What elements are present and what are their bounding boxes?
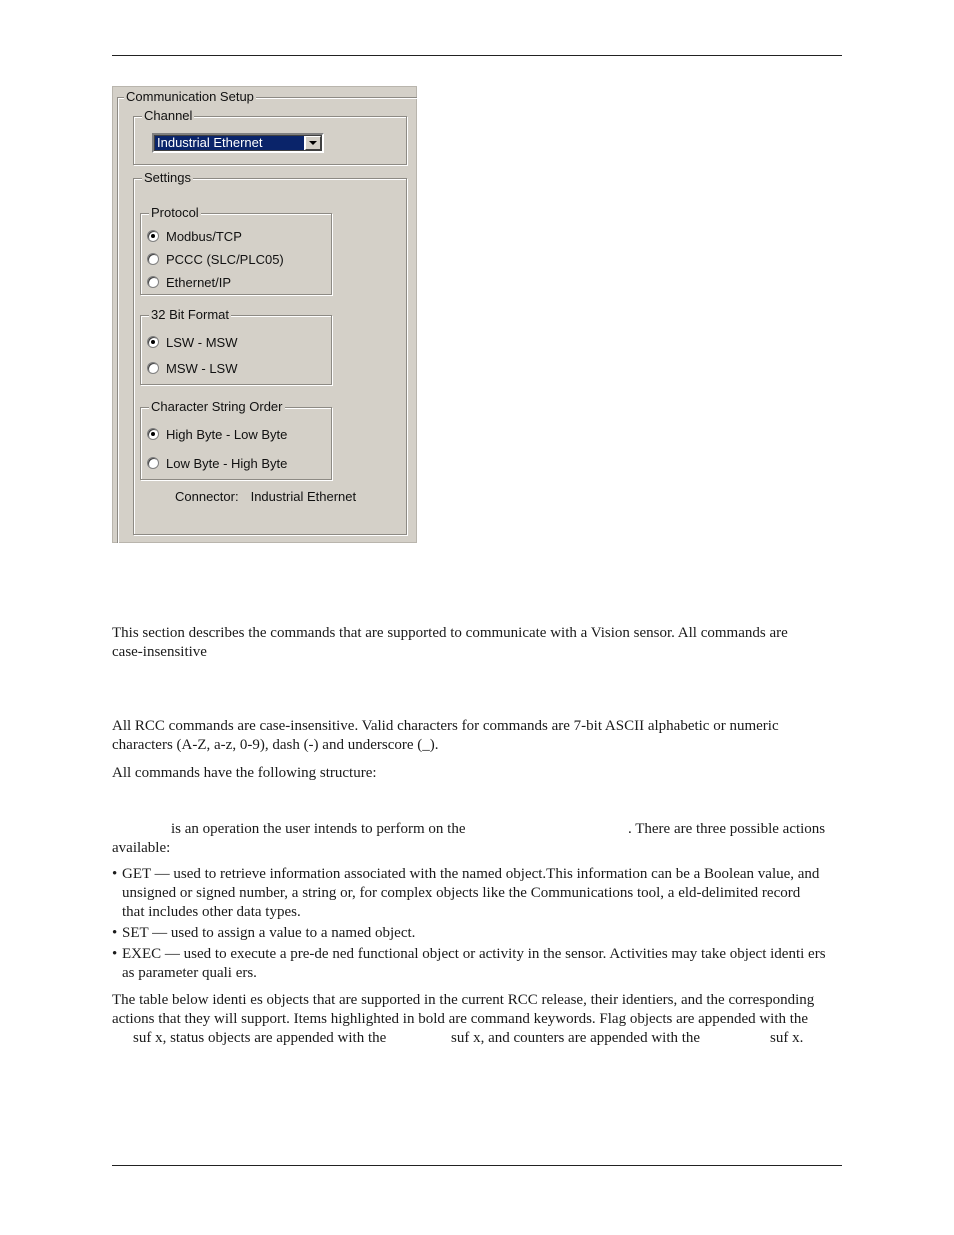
bullet-marker: • — [112, 866, 118, 882]
bit-format-option-label: LSW - MSW — [166, 334, 238, 350]
objects-line-2: actions that they will support. Items highlighted in bold are command keywords. Flag objects are appended with the — [112, 1011, 809, 1027]
action-part-2: . There are three possible actions — [628, 821, 826, 837]
bullet-set-line: SET — used to assign a value to a named object. — [122, 925, 416, 941]
protocol-option-label: Modbus/TCP — [166, 228, 242, 244]
header-rule — [112, 55, 842, 56]
connector-value: Industrial Ethernet — [250, 489, 357, 504]
footer-rule — [112, 1165, 842, 1166]
connector-label: Connector: — [175, 489, 239, 504]
bit-format-option-lsw-msw[interactable] — [147, 334, 238, 350]
protocol-group — [140, 205, 332, 295]
radio-unselected-icon[interactable] — [147, 362, 159, 374]
settings-legend: Settings — [144, 170, 191, 185]
intro-line-2: case-insensitive — [112, 644, 207, 660]
settings-group — [133, 170, 407, 535]
valid-characters-line-2: characters (A-Z, a-z, 0-9), dash (-) and underscore (_). — [112, 737, 439, 753]
string-order-legend: Character String Order — [151, 399, 283, 414]
bit-format-legend: 32 Bit Format — [151, 307, 230, 322]
objects-line-3a: suf x, status objects are appended with the — [133, 1030, 387, 1046]
string-order-option-label: High Byte - Low Byte — [166, 426, 288, 442]
communication-setup-group — [117, 89, 417, 543]
bullet-exec-line-1: EXEC — used to execute a pre-de ned functional object or activity in the sensor. Activities may take object identi ers — [122, 946, 826, 962]
chevron-down-icon — [309, 141, 317, 145]
radio-selected-icon[interactable] — [147, 336, 159, 348]
string-order-option-low-high[interactable] — [147, 455, 287, 471]
objects-table-paragraph — [112, 991, 842, 1048]
objects-line-3c: suf x. — [770, 1030, 804, 1046]
bullet-exec-line-2: as parameter quali ers. — [122, 965, 257, 981]
channel-select[interactable] — [152, 133, 324, 153]
bullet-get-line-2: unsigned or signed number, a string or, for complex objects like the Communications tool, a eld-delimited record — [122, 885, 801, 901]
channel-group — [133, 108, 407, 165]
string-order-option-high-low[interactable] — [147, 426, 287, 442]
channel-legend: Channel — [144, 108, 193, 123]
action-line-2: available: — [112, 840, 171, 856]
bit-format-group — [140, 307, 332, 385]
string-order-option-label: Low Byte - High Byte — [166, 455, 288, 471]
bullet-marker: • — [112, 925, 118, 941]
intro-paragraph — [112, 624, 842, 662]
objects-line-3b: suf x, and counters are appended with the — [451, 1030, 701, 1046]
bullet-get-line-3: that includes other data types. — [122, 904, 301, 920]
valid-characters-line-1: All RCC commands are case-insensitive. Valid characters for commands are 7-bit ASCII alphabetic or numeric — [112, 718, 779, 734]
action-part-1: is an operation the user intends to perform on the — [171, 821, 466, 837]
objects-line-1: The table below identi es objects that are supported in the current RCC release, their identiers, and the corresponding — [112, 992, 815, 1008]
channel-select-value: Industrial Ethernet — [155, 136, 304, 150]
bullet-get — [112, 865, 842, 922]
radio-unselected-icon[interactable] — [147, 457, 159, 469]
bullet-marker: • — [112, 946, 118, 962]
valid-characters-paragraph — [112, 717, 842, 755]
protocol-option-modbus-tcp[interactable] — [147, 228, 242, 244]
protocol-legend: Protocol — [151, 205, 199, 220]
bit-format-option-label: MSW - LSW — [166, 360, 238, 376]
radio-selected-icon[interactable] — [147, 230, 159, 242]
intro-line-1: This section describes the commands that are supported to communicate with a Vision sensor. All commands are — [112, 625, 788, 641]
string-order-group — [140, 399, 332, 480]
radio-selected-icon[interactable] — [147, 428, 159, 440]
communication-setup-legend: Communication Setup — [126, 89, 254, 104]
communication-setup-dialog — [112, 86, 417, 543]
protocol-option-label: Ethernet/IP — [166, 274, 232, 290]
radio-unselected-icon[interactable] — [147, 253, 159, 265]
connector-info — [175, 489, 356, 504]
bit-format-option-msw-lsw[interactable] — [147, 360, 238, 376]
protocol-option-pccc[interactable] — [147, 251, 284, 267]
bullet-get-line-1: GET — used to retrieve information associated with the named object.This information can be a Boolean value, and — [122, 866, 820, 882]
bullet-exec — [112, 945, 842, 983]
radio-unselected-icon[interactable] — [147, 276, 159, 288]
structure-paragraph: All commands have the following structure: — [112, 765, 377, 781]
bullet-set — [112, 924, 842, 943]
protocol-option-label: PCCC (SLC/PLC05) — [166, 251, 284, 267]
channel-dropdown-button[interactable] — [305, 136, 321, 150]
protocol-option-ethernet-ip[interactable] — [147, 274, 231, 290]
